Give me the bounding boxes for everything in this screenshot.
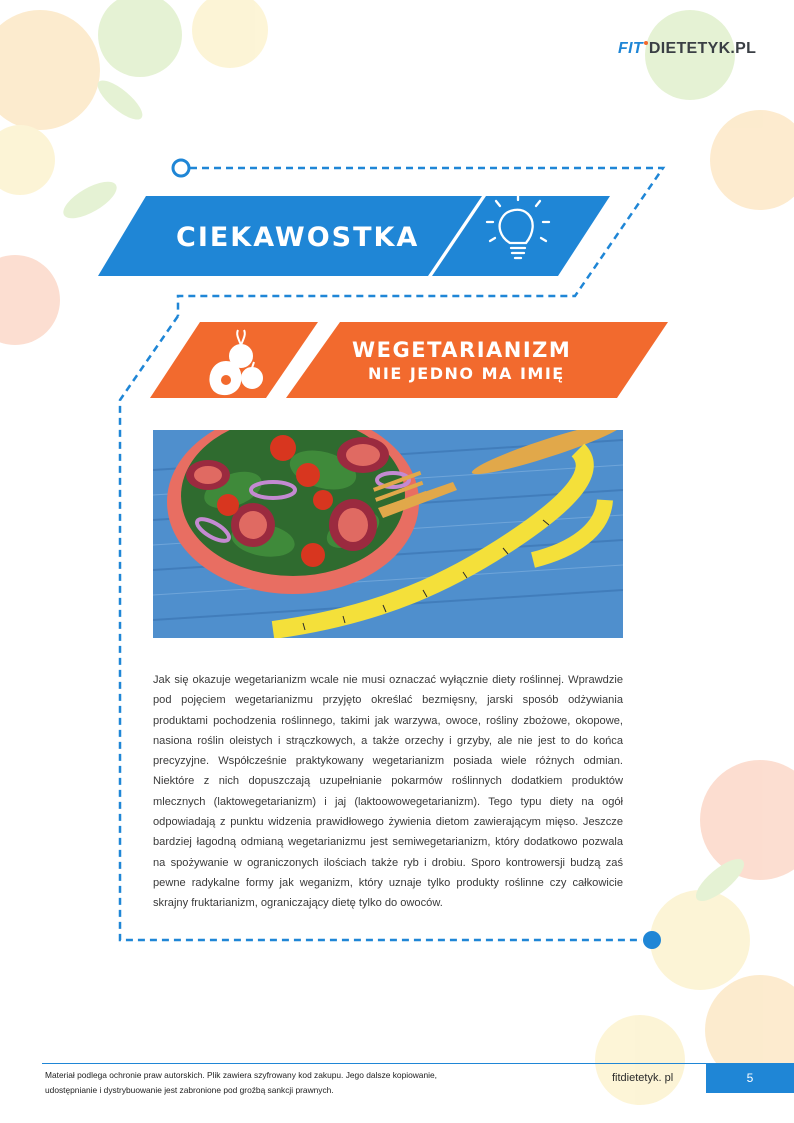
footer-website-link[interactable]: fitdietetyk. pl bbox=[612, 1072, 674, 1084]
page-number: 5 bbox=[706, 1063, 794, 1093]
logo-text: DIETETYK.PL bbox=[648, 40, 757, 57]
logo-fit: FIT bbox=[618, 40, 643, 57]
subheader-line1: WEGETARIANIZM bbox=[352, 338, 572, 362]
subheader-line2: NIE JEDNO MA IMIĘ bbox=[368, 364, 565, 383]
article-body bbox=[153, 670, 623, 914]
salad-photo bbox=[153, 430, 623, 638]
copyright-note: Materiał podlega ochronie praw autorskich. Plik zawiera szyfrowany kod zakupu. Jego dalsze kopiowanie, udostępnianie i dystrybuowanie jest zabronione pod groźbą sankcji prawnych. bbox=[45, 1070, 437, 1095]
article-paragraph: Jak się okazuje wegetarianizm wcale nie musi oznaczać wyłącznie diety roślinnej. Wprawdzie pod pojęciem wegetarianizmu przyjęto określać bezmięsny, jarski sposób odżywiania produktami pochodzenia roślinnego, takimi jak warzywa, owoce, rośliny zbożowe, okopowe, nasiona roślin oleistych i strączkowych, a także orzechy i grzyby, ale nie jest to do końca precyzyjne. Współcześnie praktykowany wegetarianizm posiada wiele różnych odmian. Niektóre z nich dopuszczają uzupełnianie pokarmów roślinnych dodatkiem produktów mlecznych (laktowegetarianizm) i jaj (laktoowowegetarianizm). Tego typu diety na ogół odpowiadają z punktu widzenia prawidłowego żywienia dietom zawierającym mięso. Jeszcze bardziej łagodną odmianą wegetarianizmu jest semiwegetarianizm, który dodatkowo pozwala na spożywanie w ograniczonych ilościach także ryb i drobiu. Sporo kontrowersji budzą zaś pewne radykalne formy jak weganizm, który uznaje tylko produkty roślinne czy całkowicie skrajny fruktarianizm, ograniczający dietę tylko do owoców. bbox=[153, 674, 623, 910]
banner-title: CIEKAWOSTKA bbox=[176, 222, 420, 253]
footer-divider bbox=[42, 1063, 794, 1064]
